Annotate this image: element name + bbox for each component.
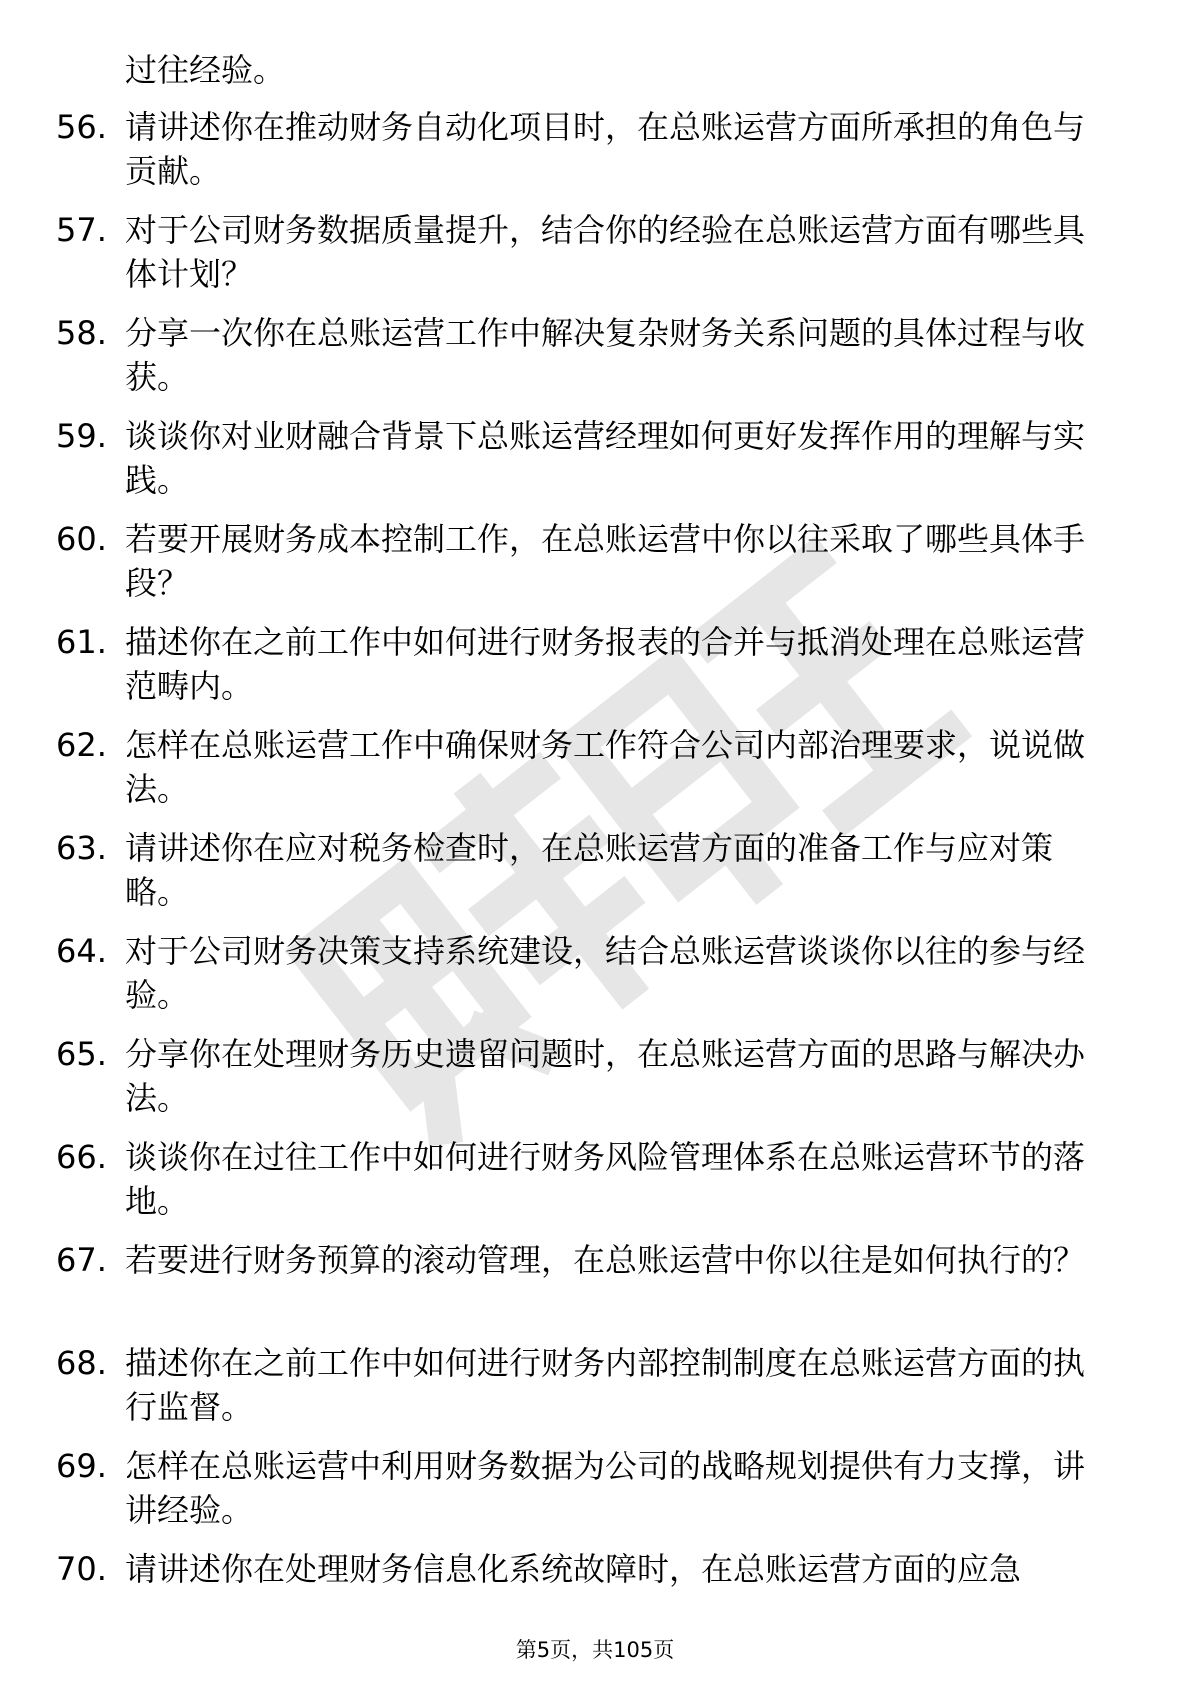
question-text: 分享一次你在总账运营工作中解决复杂财务关系问题的具体过程与收获。	[125, 314, 1086, 396]
question-text: 谈谈你对业财融合背景下总账运营经理如何更好发挥作用的理解与实践。	[125, 417, 1086, 499]
question-text: 对于公司财务数据质量提升，结合你的经验在总账运营方面有哪些具体计划？	[125, 211, 1086, 293]
question-text: 请讲述你在推动财务自动化项目时，在总账运营方面所承担的角色与贡献。	[125, 108, 1086, 190]
question-number: 67.	[56, 1241, 107, 1279]
question-number: 59.	[56, 417, 107, 455]
question-text: 请讲述你在处理财务信息化系统故障时，在总账运营方面的应急	[125, 1550, 1022, 1588]
question-number: 56.	[56, 108, 107, 146]
question-text: 请讲述你在应对税务检查时，在总账运营方面的准备工作与应对策略。	[125, 829, 1054, 911]
question-number: 65.	[56, 1035, 107, 1073]
question-text: 描述你在之前工作中如何进行财务内部控制制度在总账运营方面的执行监督。	[125, 1344, 1086, 1426]
question-number: 66.	[56, 1138, 107, 1176]
page-footer: 第5页，共105页	[515, 1638, 675, 1662]
question-number: 61.	[56, 623, 107, 661]
question-number: 69.	[56, 1447, 107, 1485]
question-text: 若要开展财务成本控制工作，在总账运营中你以往采取了哪些具体手段？	[125, 520, 1086, 602]
question-number: 60.	[56, 520, 107, 558]
question-text: 若要进行财务预算的滚动管理，在总账运营中你以往是如何执行的？	[125, 1241, 1086, 1279]
question-number: 64.	[56, 932, 107, 970]
question-number: 57.	[56, 211, 107, 249]
question-text: 描述你在之前工作中如何进行财务报表的合并与抵消处理在总账运营范畴内。	[125, 623, 1086, 705]
question-text: 怎样在总账运营中利用财务数据为公司的战略规划提供有力支撑，讲讲经验。	[125, 1447, 1086, 1529]
question-number: 70.	[56, 1550, 107, 1588]
question-number: 62.	[56, 726, 107, 764]
question-number: 68.	[56, 1344, 107, 1382]
question-number: 63.	[56, 829, 107, 867]
question-text: 谈谈你在过往工作中如何进行财务风险管理体系在总账运营环节的落地。	[125, 1138, 1086, 1220]
continuation-text: 过往经验。	[125, 51, 286, 89]
question-text: 对于公司财务决策支持系统建设，结合总账运营谈谈你以往的参与经验。	[125, 932, 1086, 1014]
question-number: 58.	[56, 314, 107, 352]
question-text: 分享你在处理财务历史遗留问题时，在总账运营方面的思路与解决办法。	[125, 1035, 1086, 1117]
question-text: 怎样在总账运营工作中确保财务工作符合公司内部治理要求，说说做法。	[125, 726, 1086, 808]
